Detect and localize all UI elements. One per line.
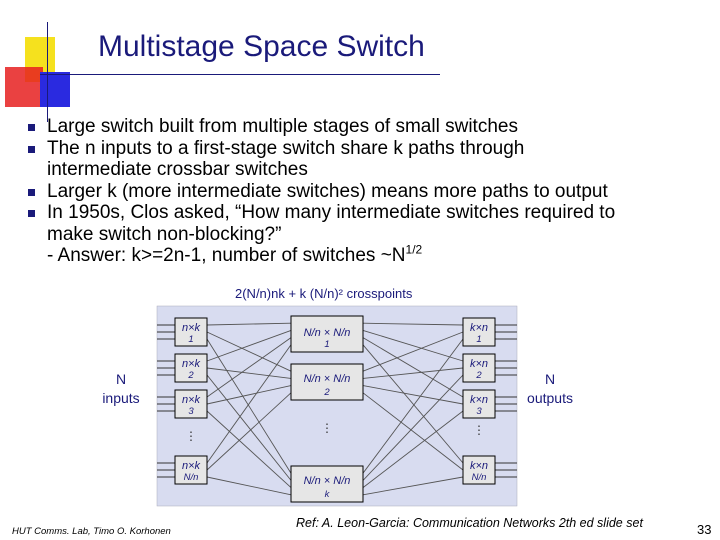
middle-stage-switch-2 — [291, 364, 363, 400]
bullet-text: Large switch built from multiple stages of small switches — [47, 116, 518, 137]
bullet-text — [47, 242, 712, 267]
first-stage-label: n×k — [181, 322, 201, 334]
bullet-marker — [28, 210, 35, 217]
middle-stage-index: 2 — [324, 387, 330, 398]
first-stage-switch-1 — [175, 318, 207, 346]
outputs-label-n: N — [544, 371, 556, 387]
corner-blue-block — [40, 72, 70, 107]
bullet-item — [22, 181, 712, 203]
inputs-label-n: N — [115, 371, 127, 387]
first-stage-index: 1 — [188, 334, 194, 345]
first-stage-ellipsis: ⋮ — [185, 429, 197, 443]
last-stage-switch-last — [463, 456, 495, 484]
first-stage-index: N/n — [183, 472, 199, 483]
middle-stage-ellipsis: ⋮ — [321, 421, 333, 435]
bullet-item — [22, 116, 712, 138]
last-stage-switch-1 — [463, 318, 495, 346]
outputs-label: outputs — [527, 390, 573, 406]
first-stage-switch-2 — [175, 354, 207, 382]
first-stage-index: 2 — [188, 370, 194, 381]
last-stage-ellipsis: ⋮ — [473, 423, 485, 437]
first-stage-switch-3 — [175, 390, 207, 418]
last-stage-index: 3 — [476, 406, 482, 417]
first-stage-switch-last — [175, 456, 207, 484]
last-stage-label: k×n — [469, 460, 489, 472]
first-stage-index: 3 — [188, 406, 194, 417]
bullet-text: intermediate crossbar switches — [47, 159, 308, 180]
bullet-text: In 1950s, Clos asked, “How many intermediate switches required to — [47, 202, 616, 223]
middle-stage-label: N/n × N/n — [303, 373, 351, 385]
middle-stage-switch-1 — [291, 316, 363, 352]
inputs-label: inputs — [102, 390, 140, 406]
bullet-list — [22, 116, 712, 267]
clos-network-diagram — [95, 282, 615, 514]
bullet-marker — [28, 189, 35, 196]
corner-red-block — [5, 67, 43, 107]
middle-stage-label: N/n × N/n — [303, 327, 351, 339]
title-underline — [40, 74, 440, 75]
first-stage-label: n×k — [181, 394, 201, 406]
middle-stage-switch-last — [291, 466, 363, 502]
last-stage-label: k×n — [469, 394, 489, 406]
last-stage-index: 2 — [476, 370, 482, 381]
crosspoints-header: 2(N/n)nk + k (N/n)² crosspoints — [235, 286, 413, 301]
slide-title: Multistage Space Switch — [98, 30, 425, 63]
first-stage-label: n×k — [181, 358, 201, 370]
last-stage-switch-2 — [463, 354, 495, 382]
last-stage-index: N/n — [471, 472, 487, 483]
bullet-marker — [28, 146, 35, 153]
bullet-text: make switch non-blocking?” — [47, 223, 282, 245]
last-stage-label: k×n — [469, 358, 489, 370]
bullet-item — [22, 138, 712, 181]
bullet-item — [22, 202, 712, 267]
middle-stage-index: 1 — [324, 339, 330, 350]
bullet-text: The n inputs to a first-stage switch share k paths through — [47, 137, 525, 159]
bullet-marker — [28, 124, 35, 131]
bullet-text: Larger k (more intermediate switches) means more paths to output — [47, 180, 608, 202]
footer-credit: HUT Comms. Lab, Timo O. Korhonen — [12, 526, 171, 537]
corner-vertical-line — [47, 22, 48, 122]
last-stage-label: k×n — [469, 322, 489, 334]
first-stage-label: n×k — [181, 460, 201, 472]
superscript: 1/2 — [405, 242, 423, 257]
last-stage-index: 1 — [476, 334, 482, 345]
page-number: 33 — [697, 522, 712, 537]
middle-stage-index: k — [324, 489, 330, 500]
middle-stage-label: N/n × N/n — [303, 475, 351, 487]
footer-reference: Ref: A. Leon-Garcia: Communication Networks 2th ed slide set — [296, 516, 643, 530]
bullet-answer-text: - Answer: k>=2n-1, number of switches ~N — [47, 245, 406, 266]
last-stage-switch-3 — [463, 390, 495, 418]
